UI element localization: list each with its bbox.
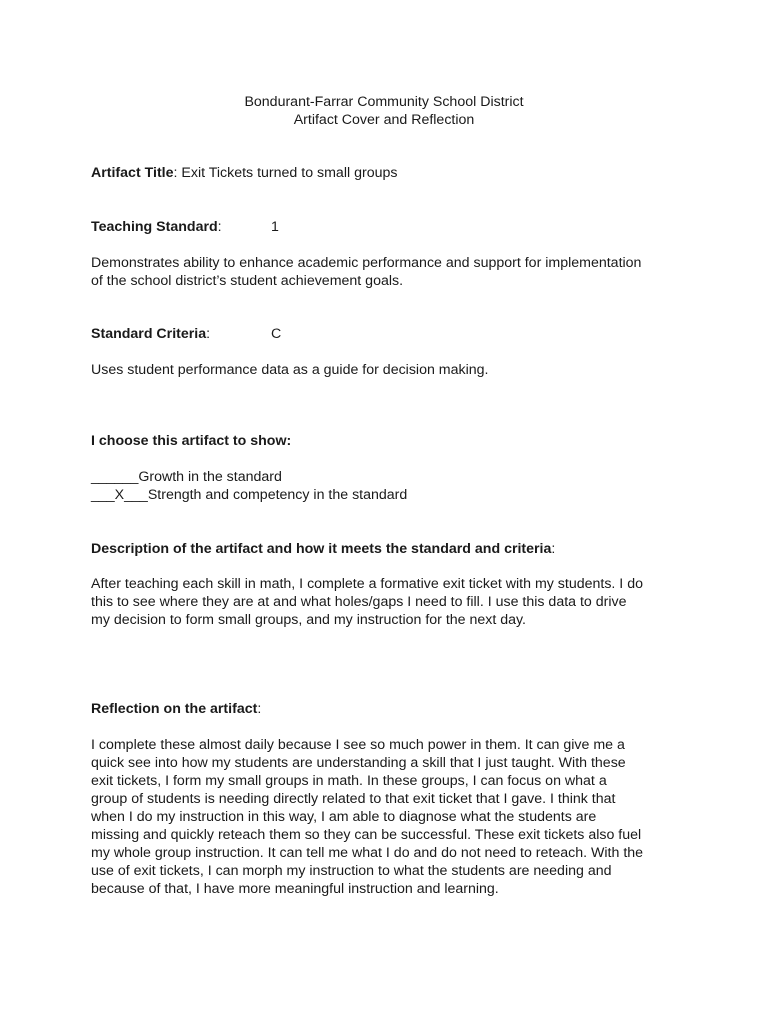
- document-subtitle: Artifact Cover and Reflection: [293, 112, 475, 128]
- standard-criteria-label: Standard Criteria: [91, 326, 207, 342]
- district-name: Bondurant-Farrar Community School District: [244, 94, 524, 110]
- description-line: my decision to form small groups, and my instruction for the next day.: [91, 612, 527, 628]
- reflection-line: when I do my instruction in this way, I am able to diagnose what the students are: [91, 809, 597, 825]
- reflection-line: my whole group instruction. It can tell me what I do and do not need to reteach. With the: [91, 845, 644, 861]
- standard-criteria-row: [91, 325, 210, 343]
- artifact-title-label: Artifact Title: [91, 165, 174, 181]
- artifact-title-row: [91, 164, 397, 182]
- reflection-line: use of exit tickets, I can morph my instruction to what the students are needing and: [91, 863, 612, 879]
- description-heading-row: [91, 540, 555, 558]
- teaching-standard-colon: :: [217, 219, 222, 235]
- option-mark: ______: [91, 469, 139, 485]
- description-heading-colon: :: [551, 541, 556, 557]
- description-heading: Description of the artifact and how it meets the standard and criteria: [91, 541, 552, 557]
- teaching-standard-description: [91, 254, 691, 290]
- description-line: After teaching each skill in math, I complete a formative exit ticket with my students. I do: [91, 576, 643, 592]
- choose-heading: I choose this artifact to show:: [91, 433, 292, 449]
- teaching-standard-desc-line: Demonstrates ability to enhance academic performance and support for implementation: [91, 255, 642, 271]
- reflection-line: group of students is needing directly related to that exit ticket that I gave. I think that: [91, 791, 616, 807]
- reflection-line: missing and quickly reteach them so they can be successful. These exit tickets also fuel: [91, 827, 642, 843]
- option-mark: ___X___: [91, 487, 148, 503]
- artifact-title-value: : Exit Tickets turned to small groups: [173, 165, 398, 181]
- reflection-line: exit tickets, I form my small groups in math. In these groups, I can focus on what a: [91, 773, 607, 789]
- reflection-line: quick see into how my students are understanding a skill that I just taught. With these: [91, 755, 626, 771]
- reflection-heading-colon: :: [257, 701, 262, 717]
- choose-option-strength: [91, 486, 407, 504]
- standard-criteria-description: Uses student performance data as a guide for decision making.: [91, 362, 489, 378]
- option-text: Growth in the standard: [138, 469, 282, 485]
- option-text: Strength and competency in the standard: [147, 487, 408, 503]
- teaching-standard-value: 1: [271, 219, 279, 235]
- reflection-heading: Reflection on the artifact: [91, 701, 258, 717]
- teaching-standard-label: Teaching Standard: [91, 219, 218, 235]
- description-line: this to see where they are at and what holes/gaps I need to fill. I use this data to drive: [91, 594, 627, 610]
- reflection-line: I complete these almost daily because I see so much power in them. It can give me a: [91, 737, 625, 753]
- teaching-standard-desc-line: of the school district’s student achievement goals.: [91, 273, 404, 289]
- choose-option-growth: [91, 468, 282, 486]
- description-body: [91, 575, 691, 629]
- reflection-heading-row: [91, 700, 261, 718]
- standard-criteria-value: C: [271, 326, 282, 342]
- teaching-standard-row: [91, 218, 222, 236]
- reflection-body: [91, 736, 691, 898]
- reflection-line: because of that, I have more meaningful instruction and learning.: [91, 881, 499, 897]
- standard-criteria-colon: :: [206, 326, 211, 342]
